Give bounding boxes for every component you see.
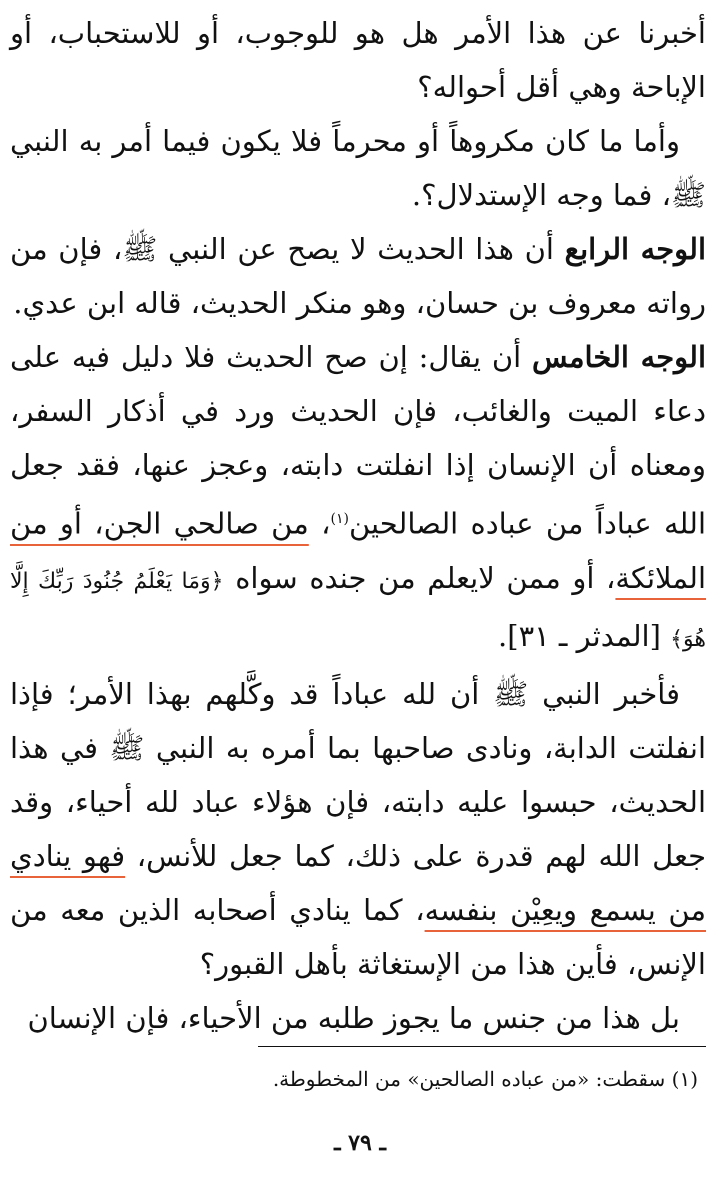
paragraph-5-text-a: فأخبر النبي ﷺ أن لله عباداً قد وكَّلهم بهذا الأمر؛ فإذا انفلتت الدابة، ونادى صاحبها بما أمره به النبي ﷺ في هذا الحديث، حبسوا عليه دابته، فإن هؤلاء عباد لله أحياء، وقد جعل الله لهم قدرة على ذلك، كما جعل للأنس، bbox=[10, 676, 707, 873]
fifth-aspect-text-c: ، أو ممن لايعلم من جنده سواه bbox=[235, 560, 616, 595]
fifth-aspect-text-a: أن يقال: إن صح الحديث فلا دليل فيه على دعاء الميت والغائب، فإن الحديث ورد في أذكار السفر، ومعناه أن الإنسان إذا انفلتت دابته، وعجز عنها، فقد جعل الله عباداً من عباده الصالحين bbox=[10, 340, 707, 541]
main-text bbox=[10, 6, 706, 1045]
fifth-aspect-text-b: ، bbox=[321, 506, 331, 541]
paragraph-2 bbox=[10, 114, 706, 222]
paragraph-6-text: بل هذا من جنس ما يجوز طلبه من الأحياء، فإن الإنسان bbox=[27, 1000, 680, 1035]
page-number: ـ ٧٩ ـ bbox=[334, 1130, 386, 1156]
paragraph-6 bbox=[10, 991, 706, 1045]
paragraph-1 bbox=[10, 6, 706, 114]
underlined-phrase-jinn-angels: من صالحي الجن، أو من الملائكة bbox=[10, 506, 707, 595]
paragraph-1-text: أخبرنا عن هذا الأمر هل هو للوجوب، أو للاستحباب، أو الإباحة وهي أقل أحواله؟ bbox=[10, 16, 706, 104]
paragraph-2-text: وأما ما كان مكروهاً أو محرماً فلا يكون فيما أمر به النبي ﷺ، فما وجه الإستدلال؟. bbox=[10, 124, 706, 212]
footnote-divider bbox=[258, 1046, 706, 1047]
footnote-reference[interactable]: (١) bbox=[330, 511, 349, 527]
footnote-text: سقطت: «من عباده الصالحين» من المخطوطة. bbox=[272, 1067, 666, 1091]
quran-verse: ﴿وَمَا يَعْلَمُ جُنُودَ رَبِّكَ إِلَّا هُوَ﴾ bbox=[10, 568, 706, 652]
paragraph-fourth-aspect bbox=[10, 222, 706, 330]
fourth-aspect-text: أن هذا الحديث لا يصح عن النبي ﷺ، فإن من رواته معروف بن حسان، وهو منكر الحديث، قاله ابن عدي. bbox=[10, 232, 706, 320]
quran-citation: [المدثر ـ ٣١]. bbox=[498, 618, 661, 653]
paragraph-5 bbox=[10, 667, 706, 991]
footnote bbox=[20, 1064, 698, 1094]
fourth-aspect-heading: الوجه الرابع bbox=[564, 232, 707, 266]
paragraph-fifth-aspect bbox=[10, 330, 706, 667]
fifth-aspect-heading: الوجه الخامس bbox=[532, 340, 707, 374]
paragraph-5-text-b: ، كما ينادي أصحابه الذين معه من الإنس، فأين هذا من الإستغاثة بأهل القبور؟ bbox=[10, 892, 706, 981]
footnote-number: (١) bbox=[671, 1067, 698, 1091]
underlined-phrase-hears-helps: فهو ينادي من يسمع ويعِيْن بنفسه bbox=[10, 838, 706, 927]
